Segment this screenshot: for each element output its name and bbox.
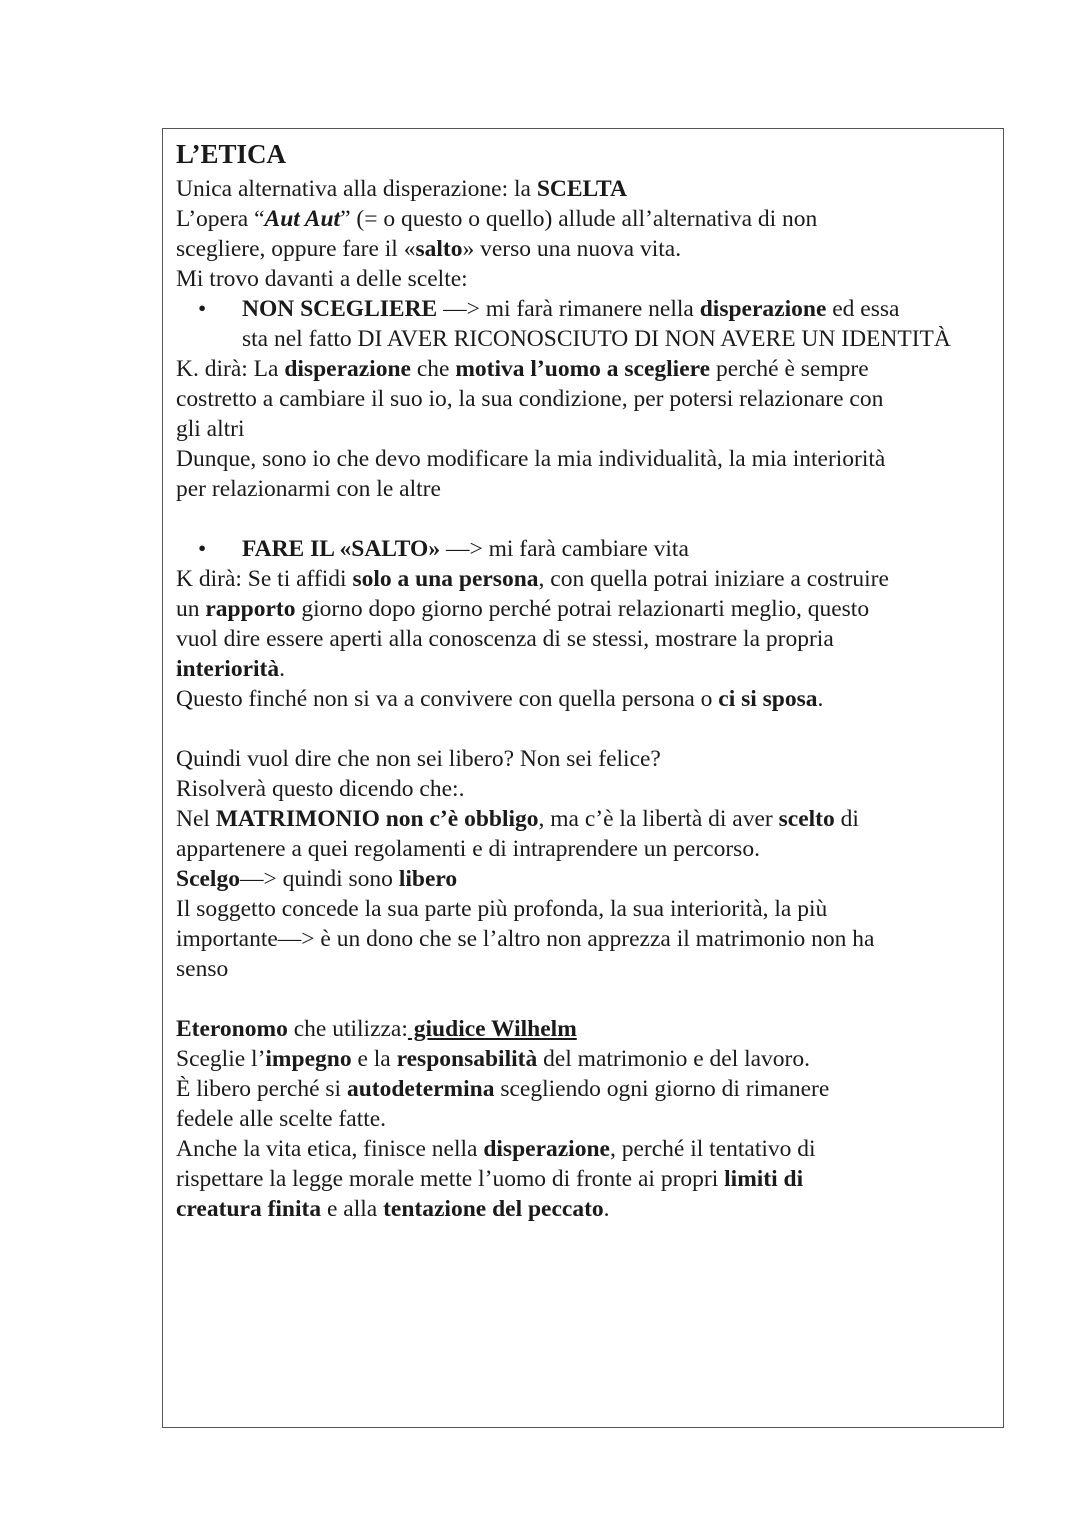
bullet-non-scegliere: • NON SCEGLIERE —> mi farà rimanere nella disperazione ed essa bbox=[198, 296, 900, 322]
spacer bbox=[176, 984, 996, 1014]
spacer bbox=[176, 504, 996, 534]
bullet-non-scegliere-line-2: sta nel fatto DI AVER RICONOSCIUTO DI NON AVERE UN IDENTITÀ bbox=[242, 326, 951, 352]
bullet-icon: • bbox=[198, 536, 207, 562]
k-says-1-line-3: gli altri bbox=[176, 416, 245, 442]
ethic-line-3: creatura finita e alla tentazione del peccato. bbox=[176, 1196, 610, 1222]
document-body bbox=[176, 138, 996, 1224]
ethic-line-2: rispettare la legge morale mette l’uomo di fronte ai propri limiti di bbox=[176, 1166, 804, 1192]
freedom-question-2: Risolverà questo dicendo che:. bbox=[176, 776, 465, 802]
free-line: È libero perché si autodetermina scegliendo ogni giorno di rimanere bbox=[176, 1076, 830, 1102]
k-says-2-line-3: vuol dire essere aperti alla conoscenza di se stessi, mostrare la propria bbox=[176, 626, 834, 652]
free-line-2: fedele alle scelte fatte. bbox=[176, 1106, 387, 1132]
intro-line: Unica alternativa alla disperazione: la SCELTA bbox=[176, 176, 627, 202]
k-says-2-line-4: interiorità. bbox=[176, 656, 285, 682]
subject-line-3: senso bbox=[176, 956, 229, 982]
scelta-bold: SCELTA bbox=[536, 176, 627, 202]
opera-line: L’opera “Aut Aut” (= o questo o quello) allude all’alternativa di non bbox=[176, 206, 818, 232]
aut-aut-title: Aut Aut bbox=[264, 206, 341, 232]
page-title: L’ETICA bbox=[176, 139, 287, 169]
opera-line-2: scegliere, oppure fare il «salto» verso una nuova vita. bbox=[176, 236, 682, 262]
ethic-line: Anche la vita etica, finisce nella disperazione, perché il tentativo di bbox=[176, 1136, 816, 1162]
k-says-1-line-4: Dunque, sono io che devo modificare la mia individualità, la mia interiorità bbox=[176, 446, 886, 472]
subject-line-2: importante—> è un dono che se l’altro non apprezza il matrimonio non ha bbox=[176, 926, 875, 952]
scelgo-line: Scelgo—> quindi sono libero bbox=[176, 866, 458, 892]
giudice-wilhelm-underlined: giudice Wilhelm bbox=[407, 1016, 577, 1042]
bullet-icon: • bbox=[198, 296, 207, 322]
bullet-fare-il-salto: • FARE IL «SALTO» —> mi farà cambiare vita bbox=[198, 536, 689, 562]
k-says-2-line-2: un rapporto giorno dopo giorno perché potrai relazionarti meglio, questo bbox=[176, 596, 870, 622]
freedom-question-1: Quindi vuol dire che non sei libero? Non sei felice? bbox=[176, 746, 661, 772]
marriage-line-2: appartenere a quei regolamenti e di intraprendere un percorso. bbox=[176, 836, 760, 862]
marriage-line: Nel MATRIMONIO non c’è obbligo, ma c’è la libertà di aver scelto di bbox=[176, 806, 859, 832]
k-says-2: K dirà: Se ti affidi solo a una persona, con quella potrai iniziare a costruire bbox=[176, 566, 889, 592]
heteronomous-line: Eteronomo che utilizza: giudice Wilhelm bbox=[176, 1016, 577, 1042]
k-says-1-line-5: per relazionarmi con le altre bbox=[176, 476, 441, 502]
commitment-line: Sceglie l’impegno e la responsabilità del matrimonio e del lavoro. bbox=[176, 1046, 811, 1072]
spacer bbox=[176, 714, 996, 744]
k-says-2-line-5: Questo finché non si va a convivere con quella persona o ci si sposa. bbox=[176, 686, 824, 712]
k-says-1-line-2: costretto a cambiare il suo io, la sua condizione, per potersi relazionare con bbox=[176, 386, 884, 412]
k-says-1: K. dirà: La disperazione che motiva l’uomo a scegliere perché è sempre bbox=[176, 356, 869, 382]
choices-intro: Mi trovo davanti a delle scelte: bbox=[176, 266, 468, 292]
subject-line-1: Il soggetto concede la sua parte più profonda, la sua interiorità, la più bbox=[176, 896, 828, 922]
